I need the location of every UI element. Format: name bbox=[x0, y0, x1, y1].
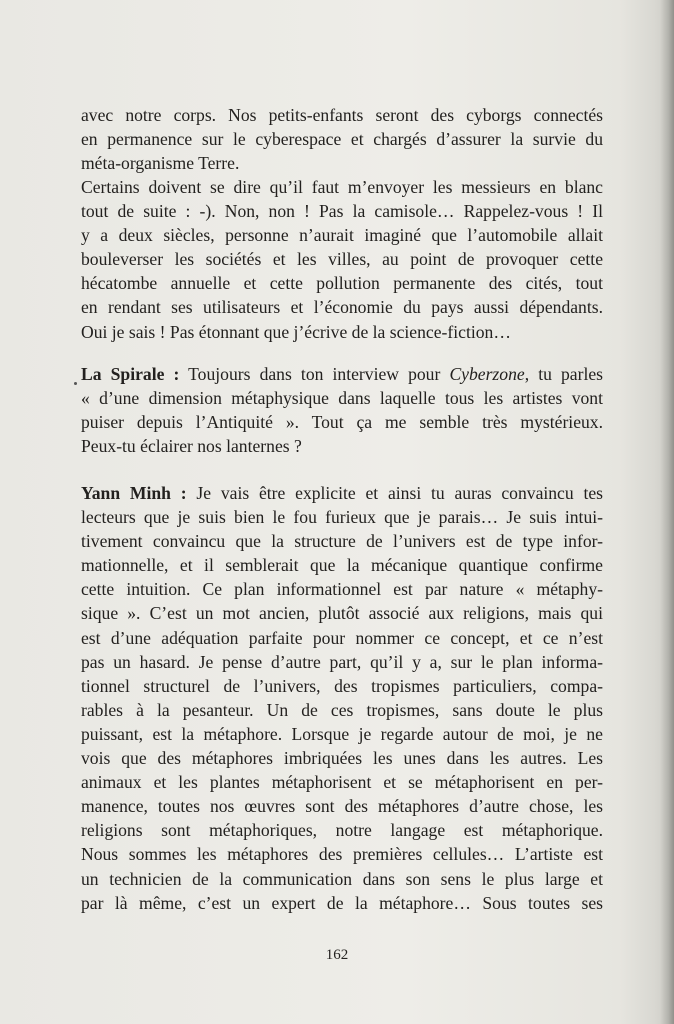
speaker-yann-minh: Yann Minh : bbox=[81, 483, 187, 503]
text-line: puiser depuis l’Antiquité ». Tout ça me semble très mystérieux. bbox=[81, 412, 603, 433]
speaker-la-spirale: La Spirale : bbox=[81, 364, 180, 384]
question-first-line bbox=[81, 362, 603, 386]
text-line: tivement convaincu que la structure de l’univers est de type infor- bbox=[81, 531, 603, 552]
text-line: tout de suite : -). Non, non ! Pas la camisole… Rappelez-vous ! Il bbox=[81, 201, 603, 222]
text-line: bouleverser les sociétés et les villes, au point de provoquer cette bbox=[81, 249, 603, 270]
text-line: Nous sommes les métaphores des premières cellules… L’artiste est bbox=[81, 844, 603, 865]
text-line: en permanence sur le cyberespace et chargés d’assurer la survie du bbox=[81, 129, 603, 150]
text-line: animaux et les plantes métaphorisent et se métaphorisent en per- bbox=[81, 772, 603, 793]
interview-answer bbox=[81, 481, 603, 915]
text-line: Peux-tu éclairer nos lanternes ? bbox=[81, 436, 302, 457]
text-line: en rendant ses utilisateurs et l’économie du pays aussi dépendants. bbox=[81, 297, 603, 318]
text-line: Certains doivent se dire qu’il faut m’envoyer les messieurs en blanc bbox=[81, 177, 603, 197]
text-line: hécatombe annuelle et cette pollution permanente des cités, tout bbox=[81, 273, 603, 294]
page-edge-shadow bbox=[660, 0, 674, 1024]
text-line: avec notre corps. Nos petits-enfants seront des cyborgs connectés bbox=[81, 105, 603, 125]
paragraph-continuation bbox=[81, 103, 603, 175]
text-line: méta-organisme Terre. bbox=[81, 153, 240, 174]
text-line: mationnelle, et il semblerait que la mécanique quantique confirme bbox=[81, 555, 603, 576]
page-number: 162 bbox=[325, 947, 349, 963]
paragraph-body bbox=[81, 175, 603, 344]
text-line: tionnel structurel de l’univers, des tropismes particuliers, compa- bbox=[81, 675, 603, 696]
text-line: par là même, c’est un expert de la métaphore… Sous toutes ses bbox=[81, 892, 603, 913]
text-line: sique ». C’est un mot ancien, plutôt associé aux religions, mais qui bbox=[81, 603, 603, 624]
text-line: vois que des métaphores imbriquées les unes dans les autres. Les bbox=[81, 748, 603, 769]
magazine-title: Cyberzone bbox=[449, 364, 525, 384]
text-segment: Je vais être explicite et ainsi tu auras convaincu tes bbox=[186, 483, 603, 503]
text-line: est d’une adéquation parfaite pour nommer ce concept, et ce n’est bbox=[81, 627, 603, 648]
text-line: lecteurs que je suis bien le fou furieux que je parais… Je suis intui- bbox=[81, 507, 603, 528]
answer-first-line bbox=[81, 481, 603, 505]
text-line: pas un hasard. Je pense d’autre part, qu’il y a, sur le plan informa- bbox=[81, 651, 603, 672]
margin-dot bbox=[74, 382, 77, 385]
text-line: cette intuition. Ce plan informationnel est par nature « métaphy- bbox=[81, 579, 603, 600]
text-line: y a deux siècles, personne n’aurait imaginé que l’automobile allait bbox=[81, 225, 603, 246]
interview-question bbox=[81, 362, 603, 458]
text-line: Oui je sais ! Pas étonnant que j’écrive de la science-fiction… bbox=[81, 321, 511, 342]
text-line: un technicien de la communication dans son sens le plus large et bbox=[81, 868, 603, 889]
text-line: « d’une dimension métaphysique dans laquelle tous les artistes vont bbox=[81, 388, 603, 409]
text-line: manence, toutes nos œuvres sont des métaphores d’autre chose, les bbox=[81, 796, 603, 817]
text-segment: , tu parles bbox=[524, 364, 603, 384]
text-line: rables à la pesanteur. Un de ces tropismes, sans doute le plus bbox=[81, 699, 603, 720]
text-line: puissant, est la métaphore. Lorsque je regarde autour de moi, je ne bbox=[81, 723, 603, 744]
text-segment: Toujours dans ton interview pour bbox=[179, 364, 450, 384]
text-line: religions sont métaphoriques, notre langage est métaphorique. bbox=[81, 820, 603, 841]
